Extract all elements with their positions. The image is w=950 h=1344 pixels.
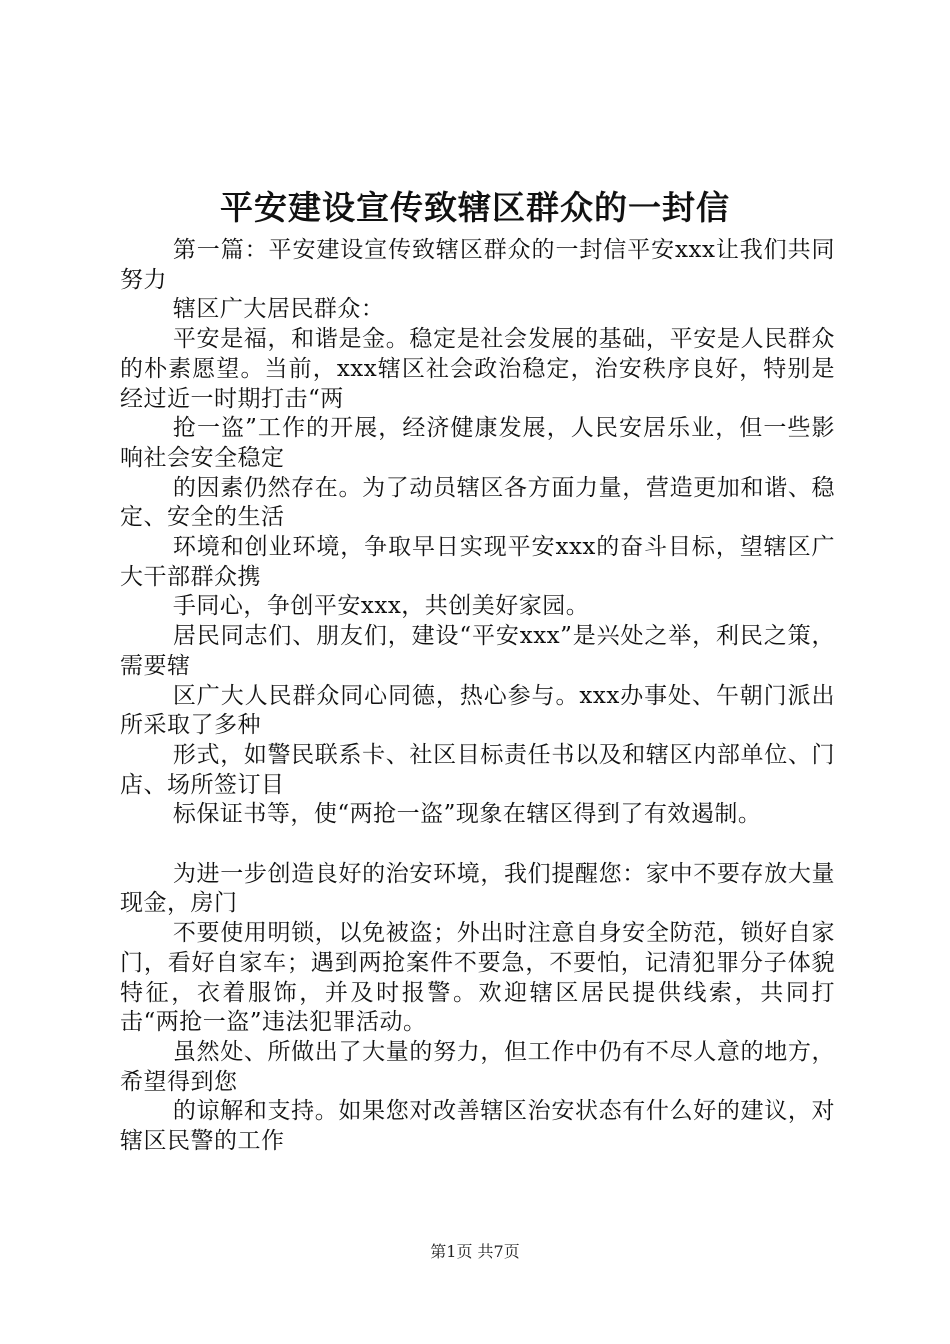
paragraph: 辖区广大居民群众： — [172, 296, 385, 323]
page-number-footer: 第1页 共7页 — [430, 1242, 520, 1261]
paragraph: 的谅解和支持。如果您对改善辖区治安状态有什么好的建议，对辖区民警的工作 — [120, 1098, 835, 1155]
document-title: 平安建设宣传致辖区群众的一封信 — [220, 188, 730, 227]
paragraph: 区广大人民群众同心同德，热心参与。xxx办事处、午朝门派出所采取了多种 — [120, 682, 835, 739]
paragraph: 不要使用明锁，以免被盗；外出时注意自身安全防范，锁好自家门，看好自家车；遇到两抢案件不要急，不要怕，记清犯罪分子体貌特征，衣着服饰，并及时报警。欢迎辖区居民提供线索，共同打击“两抢一盗”违法犯罪活动。 — [120, 920, 835, 1036]
paragraph: 环境和创业环境，争取早日实现平安xxx的奋斗目标，望辖区广大干部群众携 — [120, 534, 835, 590]
blank-line — [120, 830, 835, 860]
paragraph: 第一篇：平安建设宣传致辖区群众的一封信平安xxx让我们共同努力 — [120, 237, 835, 293]
paragraph: 平安是福，和谐是金。稳定是社会发展的基础，平安是人民群众的朴素愿望。当前，xxx辖区社会政治稳定，治安秩序良好，特别是经过近一时期打击“两 — [120, 326, 835, 412]
paragraph: 的因素仍然存在。为了动员辖区各方面力量，营造更加和谐、稳定、安全的生活 — [120, 474, 835, 531]
paragraph: 形式，如警民联系卡、社区目标责任书以及和辖区内部单位、门店、场所签订目 — [120, 741, 835, 798]
document-body — [120, 236, 835, 1157]
paragraph: 抢一盗”工作的开展，经济健康发展，人民安居乐业，但一些影响社会安全稳定 — [120, 415, 835, 471]
paragraph: 为进一步创造良好的治安环境，我们提醒您：家中不要存放大量现金，房门 — [120, 860, 835, 917]
paragraph: 居民同志们、朋友们，建设“平安xxx”是兴处之举，利民之策，需要辖 — [120, 623, 835, 679]
paragraph: 标保证书等，使“两抢一盗”现象在辖区得到了有效遏制。 — [172, 801, 762, 828]
paragraph: 手同心，争创平安xxx，共创美好家园。 — [172, 593, 590, 620]
paragraph: 虽然处、所做出了大量的努力，但工作中仍有不尽人意的地方，希望得到您 — [120, 1038, 835, 1095]
